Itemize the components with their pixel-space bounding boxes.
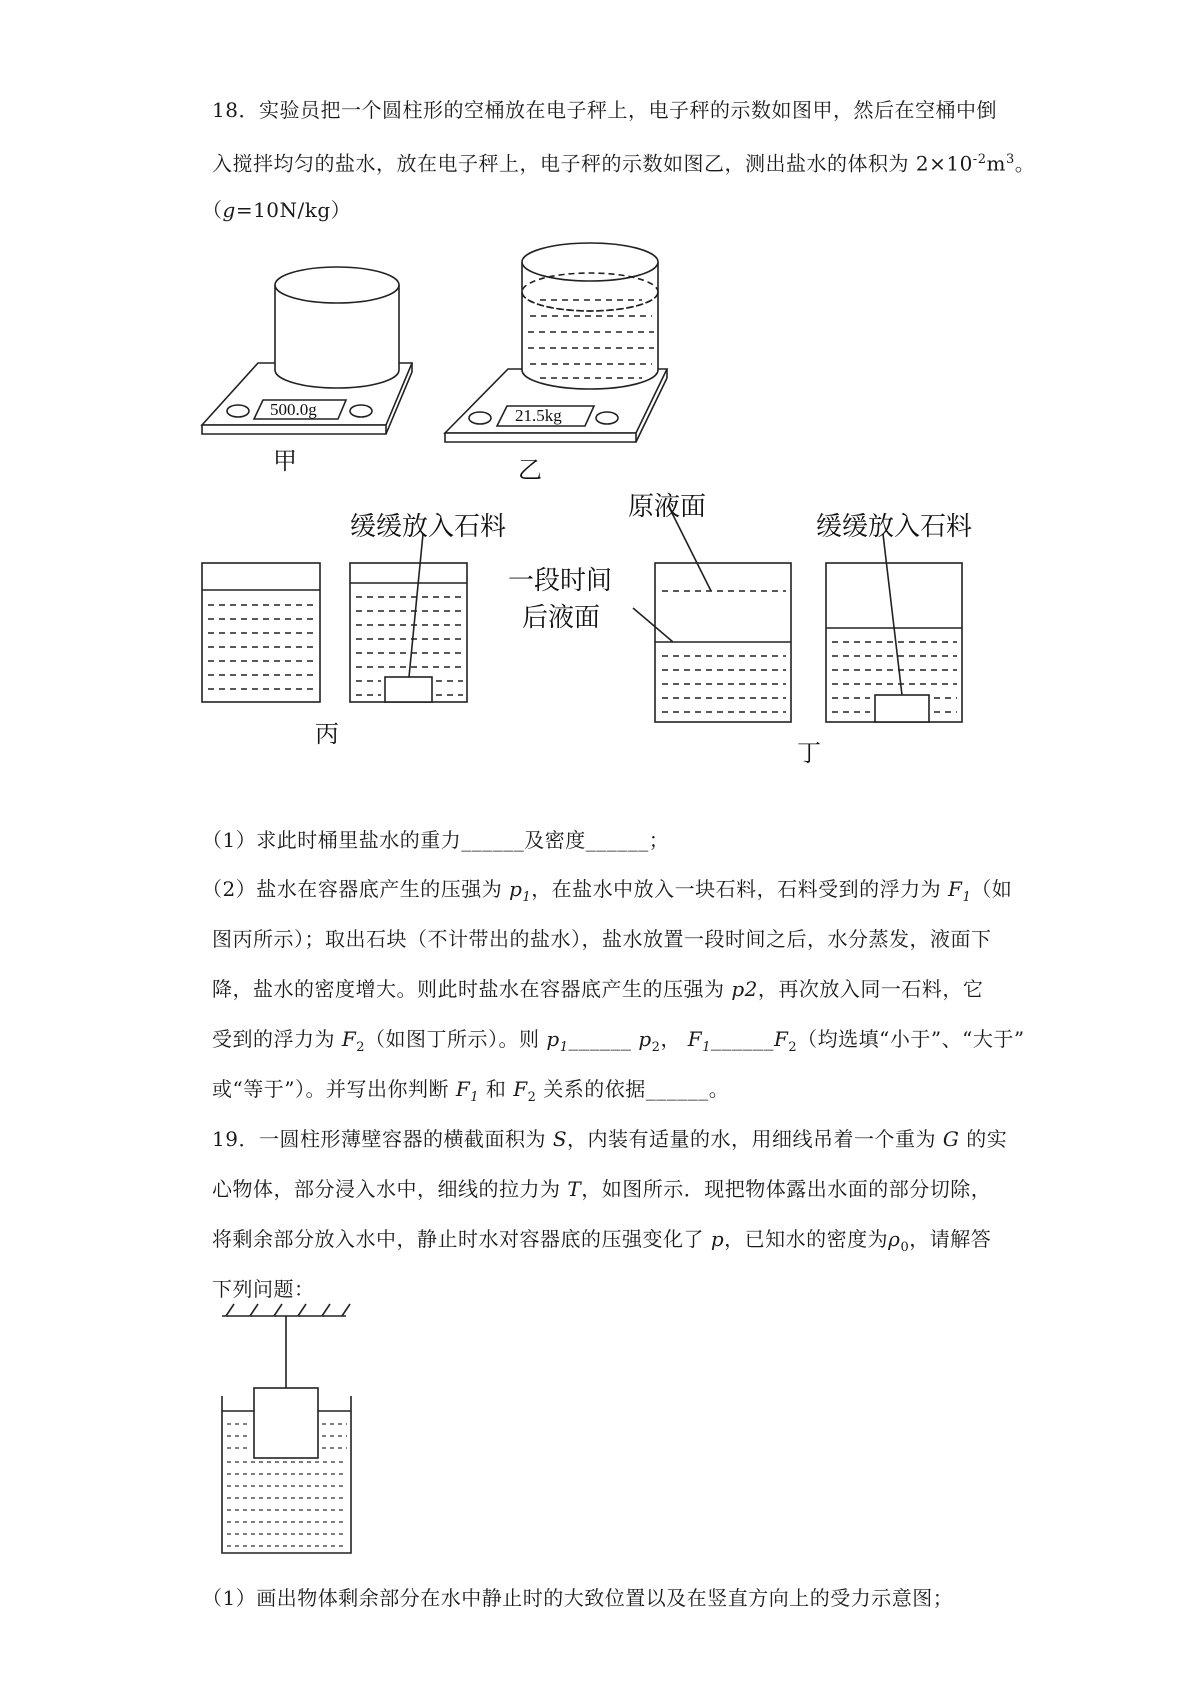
q19-stem-line-2: 心物体，部分浸入水中，细线的拉力为 T，如图所示．现把物体露出水面的部分切除， — [212, 1177, 992, 1201]
q18-stem-line-1: 18．实验员把一个圆柱形的空桶放在电子秤上，电子秤的示数如图甲，然后在空桶中倒 — [212, 98, 997, 122]
figure-jia-label: 甲 — [273, 447, 297, 475]
figure-ding-original-level-label: 原液面 — [628, 492, 707, 522]
figure-ding-after-level-label-1: 一段时间 — [508, 566, 613, 596]
figure-bing-label: 丙 — [315, 720, 339, 748]
q18-part-2-line-1: （2）盐水在容器底产生的压强为 $p_1$，在盐水中放入一块石料，石料受到的浮力为 $F_1$（如 — [202, 877, 1013, 905]
scale-jia-reading: 500.0g — [270, 400, 317, 419]
q19-stem-line-3: 将剩余部分放入水中，静止时水对容器底的压强变化了 p，已知水的密度为$\rho_0$，请解答 — [212, 1227, 992, 1255]
q18-part-2-line-2: 图丙所示）；取出石块（不计带出的盐水），盐水放置一段时间之后，水分蒸发，液面下 — [212, 927, 992, 951]
figure-yi-label: 乙 — [518, 456, 542, 484]
q18-stem-line-3: （g=10N/kg） — [202, 198, 352, 222]
figure-ding-label: 丁 — [797, 739, 821, 767]
figure-ding-callout: 缓缓放入石料 — [816, 512, 973, 542]
q18-part-2-line-4: 受到的浮力为 $F_2$（如图丁所示）。则 $p_1\_\_\_\_\_\_$ $p_2$， $F_1\_\_\_\_\_\_F_2$（均选填“小于”、“大于” — [212, 1027, 1025, 1055]
q19-stem-line-1: 19．一圆柱形薄壁容器的横截面积为 S，内装有适量的水，用细线吊着一个重为 G 的实 — [212, 1127, 1008, 1151]
q18-part-2-line-5: 或“等于”）。并写出你判断 $F_1$ 和 $F_2$ 关系的依据______。 — [212, 1077, 730, 1105]
q19-stem-line-4: 下列问题： — [212, 1277, 315, 1301]
scale-yi-reading: 21.5kg — [515, 406, 562, 425]
q19-part-1: （1）画出物体剩余部分在水中静止时的大致位置以及在竖直方向上的受力示意图； — [202, 1586, 954, 1610]
q18-part-1: （1）求此时桶里盐水的重力______及密度______； — [202, 828, 670, 852]
q18-stem-line-2: 入搅拌均匀的盐水，放在电子秤上，电子秤的示数如图乙，测出盐水的体积为 $2\times 10^{-2}m^3$。 — [212, 151, 1036, 176]
figure-ding-after-level-label-2: 后液面 — [522, 603, 601, 633]
q18-part-2-line-3: 降，盐水的密度增大。则此时盐水在容器底产生的压强为 p2，再次放入同一石料，它 — [212, 977, 984, 1001]
figure-bing-callout: 缓缓放入石料 — [350, 512, 507, 542]
